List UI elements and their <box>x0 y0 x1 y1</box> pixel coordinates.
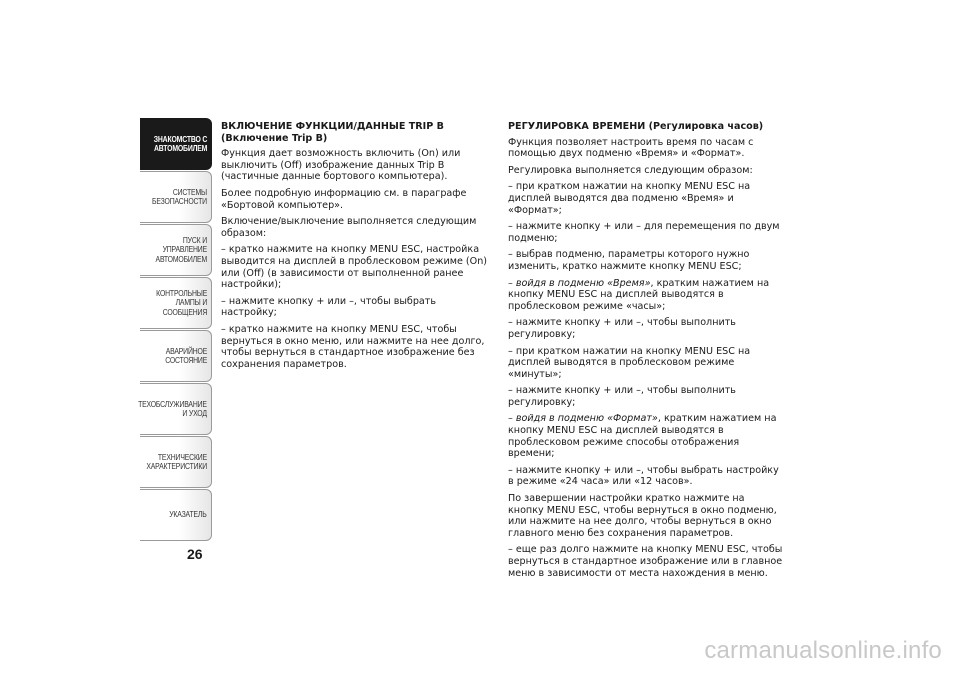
tab-warning-lights[interactable] <box>140 277 212 329</box>
paragraph <box>508 413 783 459</box>
tab-safety-systems[interactable] <box>140 171 212 223</box>
paragraph: – кратко нажмите на кнопку MENU ESC, чтобы вернуться в окно меню, или нажмите на нее долго, чтобы вернуться в стандартное изображение без сохранения параметров. <box>221 323 485 370</box>
paragraph: – нажмите кнопку + или –, чтобы выбрать настройку; <box>221 295 437 319</box>
watermark: carmanualsonline.info <box>704 637 942 664</box>
tab-label: ТЕХНИЧЕСКИЕ ХАРАКТЕРИСТИКИ <box>146 451 207 471</box>
tab-label: ЗНАКОМСТВО С АВТОМОБИЛЕМ <box>153 133 207 153</box>
paragraph: Функция дает возможность включить (On) или выключить (Off) изображение данных Trip B (частичные данные бортового компьютера). <box>221 148 461 183</box>
paragraph: Включение/выключение выполняется следующим образом: <box>221 216 477 239</box>
paragraph: – при кратком нажатии на кнопку MENU ESC на дисплей выводятся два подменю «Время» и «Формат»; <box>508 181 751 216</box>
section-heading: ВКЛЮЧЕНИЕ ФУНКЦИИ/ДАННЫЕ TRIP B (Включение Trip B) <box>221 121 444 144</box>
section-heading: РЕГУЛИРОВКА ВРЕМЕНИ (Регулировка часов) <box>508 121 764 132</box>
tab-label: АВАРИЙНОЕ СОСТОЯНИЕ <box>165 345 207 365</box>
time-adjust-section <box>508 121 783 584</box>
tab-maintenance[interactable] <box>140 383 212 435</box>
tab-label: ТЕХОБСЛУЖИВАНИЕ И УХОД <box>138 398 207 418</box>
paragraph: По завершении настройки кратко нажмите на кнопку MENU ESC, чтобы вернуться в окно подменю, или нажмите на нее долго, чтобы вернуться в окно главного меню без сохранения параметров. <box>508 493 777 539</box>
tab-technical-specs[interactable] <box>140 436 212 488</box>
paragraph: Функция позволяет настроить время по часам с помощью двух подменю «Время» и «Формат». <box>508 136 754 160</box>
paragraph: Более подробную информацию см. в параграфе «Бортовой компьютер». <box>221 187 467 211</box>
paragraph: – нажмите кнопку + или –, чтобы выбрать настройку в режиме «24 часа» или «12 часов». <box>508 464 779 488</box>
tab-index[interactable] <box>140 489 212 541</box>
paragraph <box>508 278 783 313</box>
tab-starting-driving[interactable] <box>140 224 212 276</box>
paragraph: – выбрав подменю, параметры которого нужно изменить, кратко нажмите кнопку MENU ESC; <box>508 249 750 272</box>
paragraph: – при кратком нажатии на кнопку MENU ESC на дисплей выводятся в проблесковом режиме «минуты»; <box>508 345 751 380</box>
paragraph-rest: , кратким нажатием на кнопку MENU ESC на дисплей выводятся в проблесковом режиме способы отображения времени; <box>508 413 777 460</box>
tab-emergency[interactable] <box>140 330 212 382</box>
paragraph: – нажмите кнопку + или –, чтобы выполнить регулировку; <box>508 317 736 340</box>
italic-lead: – войдя в подменю «Время» <box>508 277 651 289</box>
chapter-tabs <box>140 118 212 542</box>
italic-lead: – войдя в подменю «Формат» <box>508 413 658 425</box>
tab-about-vehicle[interactable] <box>140 118 212 170</box>
tab-label: УКАЗАТЕЛЬ <box>169 509 207 520</box>
page-number: 26 <box>187 546 203 562</box>
paragraph: – кратко нажмите на кнопку MENU ESC, настройка выводится на дисплей в проблесковом режиме (On) или (Off) (в зависимости от выполненной ранее настройки); <box>221 244 488 291</box>
paragraph: – нажмите кнопку + или – для перемещения по двум подменю; <box>508 221 780 244</box>
paragraph-rest: , кратким нажатием на кнопку MENU ESC на дисплей выводятся в проблесковом режиме «часы»; <box>508 277 770 312</box>
paragraph: Регулировка выполняется следующим образом: <box>508 164 753 176</box>
paragraph: – нажмите кнопку + или –, чтобы выполнить регулировку; <box>508 385 736 408</box>
tab-label: ПУСК И УПРАВЛЕНИЕ АВТОМОБИЛЕМ <box>155 234 207 264</box>
paragraph: – еще раз долго нажмите на кнопку MENU ESC, чтобы вернуться в стандартное изображение или в главное меню в зависимости от места нахождения в меню. <box>508 544 783 579</box>
trip-b-section <box>221 121 493 375</box>
tab-label: СИСТЕМЫ БЕЗОПАСНОСТИ <box>152 186 207 206</box>
tab-label: КОНТРОЛЬНЫЕ ЛАМПЫ И СООБЩЕНИЯ <box>156 287 207 317</box>
